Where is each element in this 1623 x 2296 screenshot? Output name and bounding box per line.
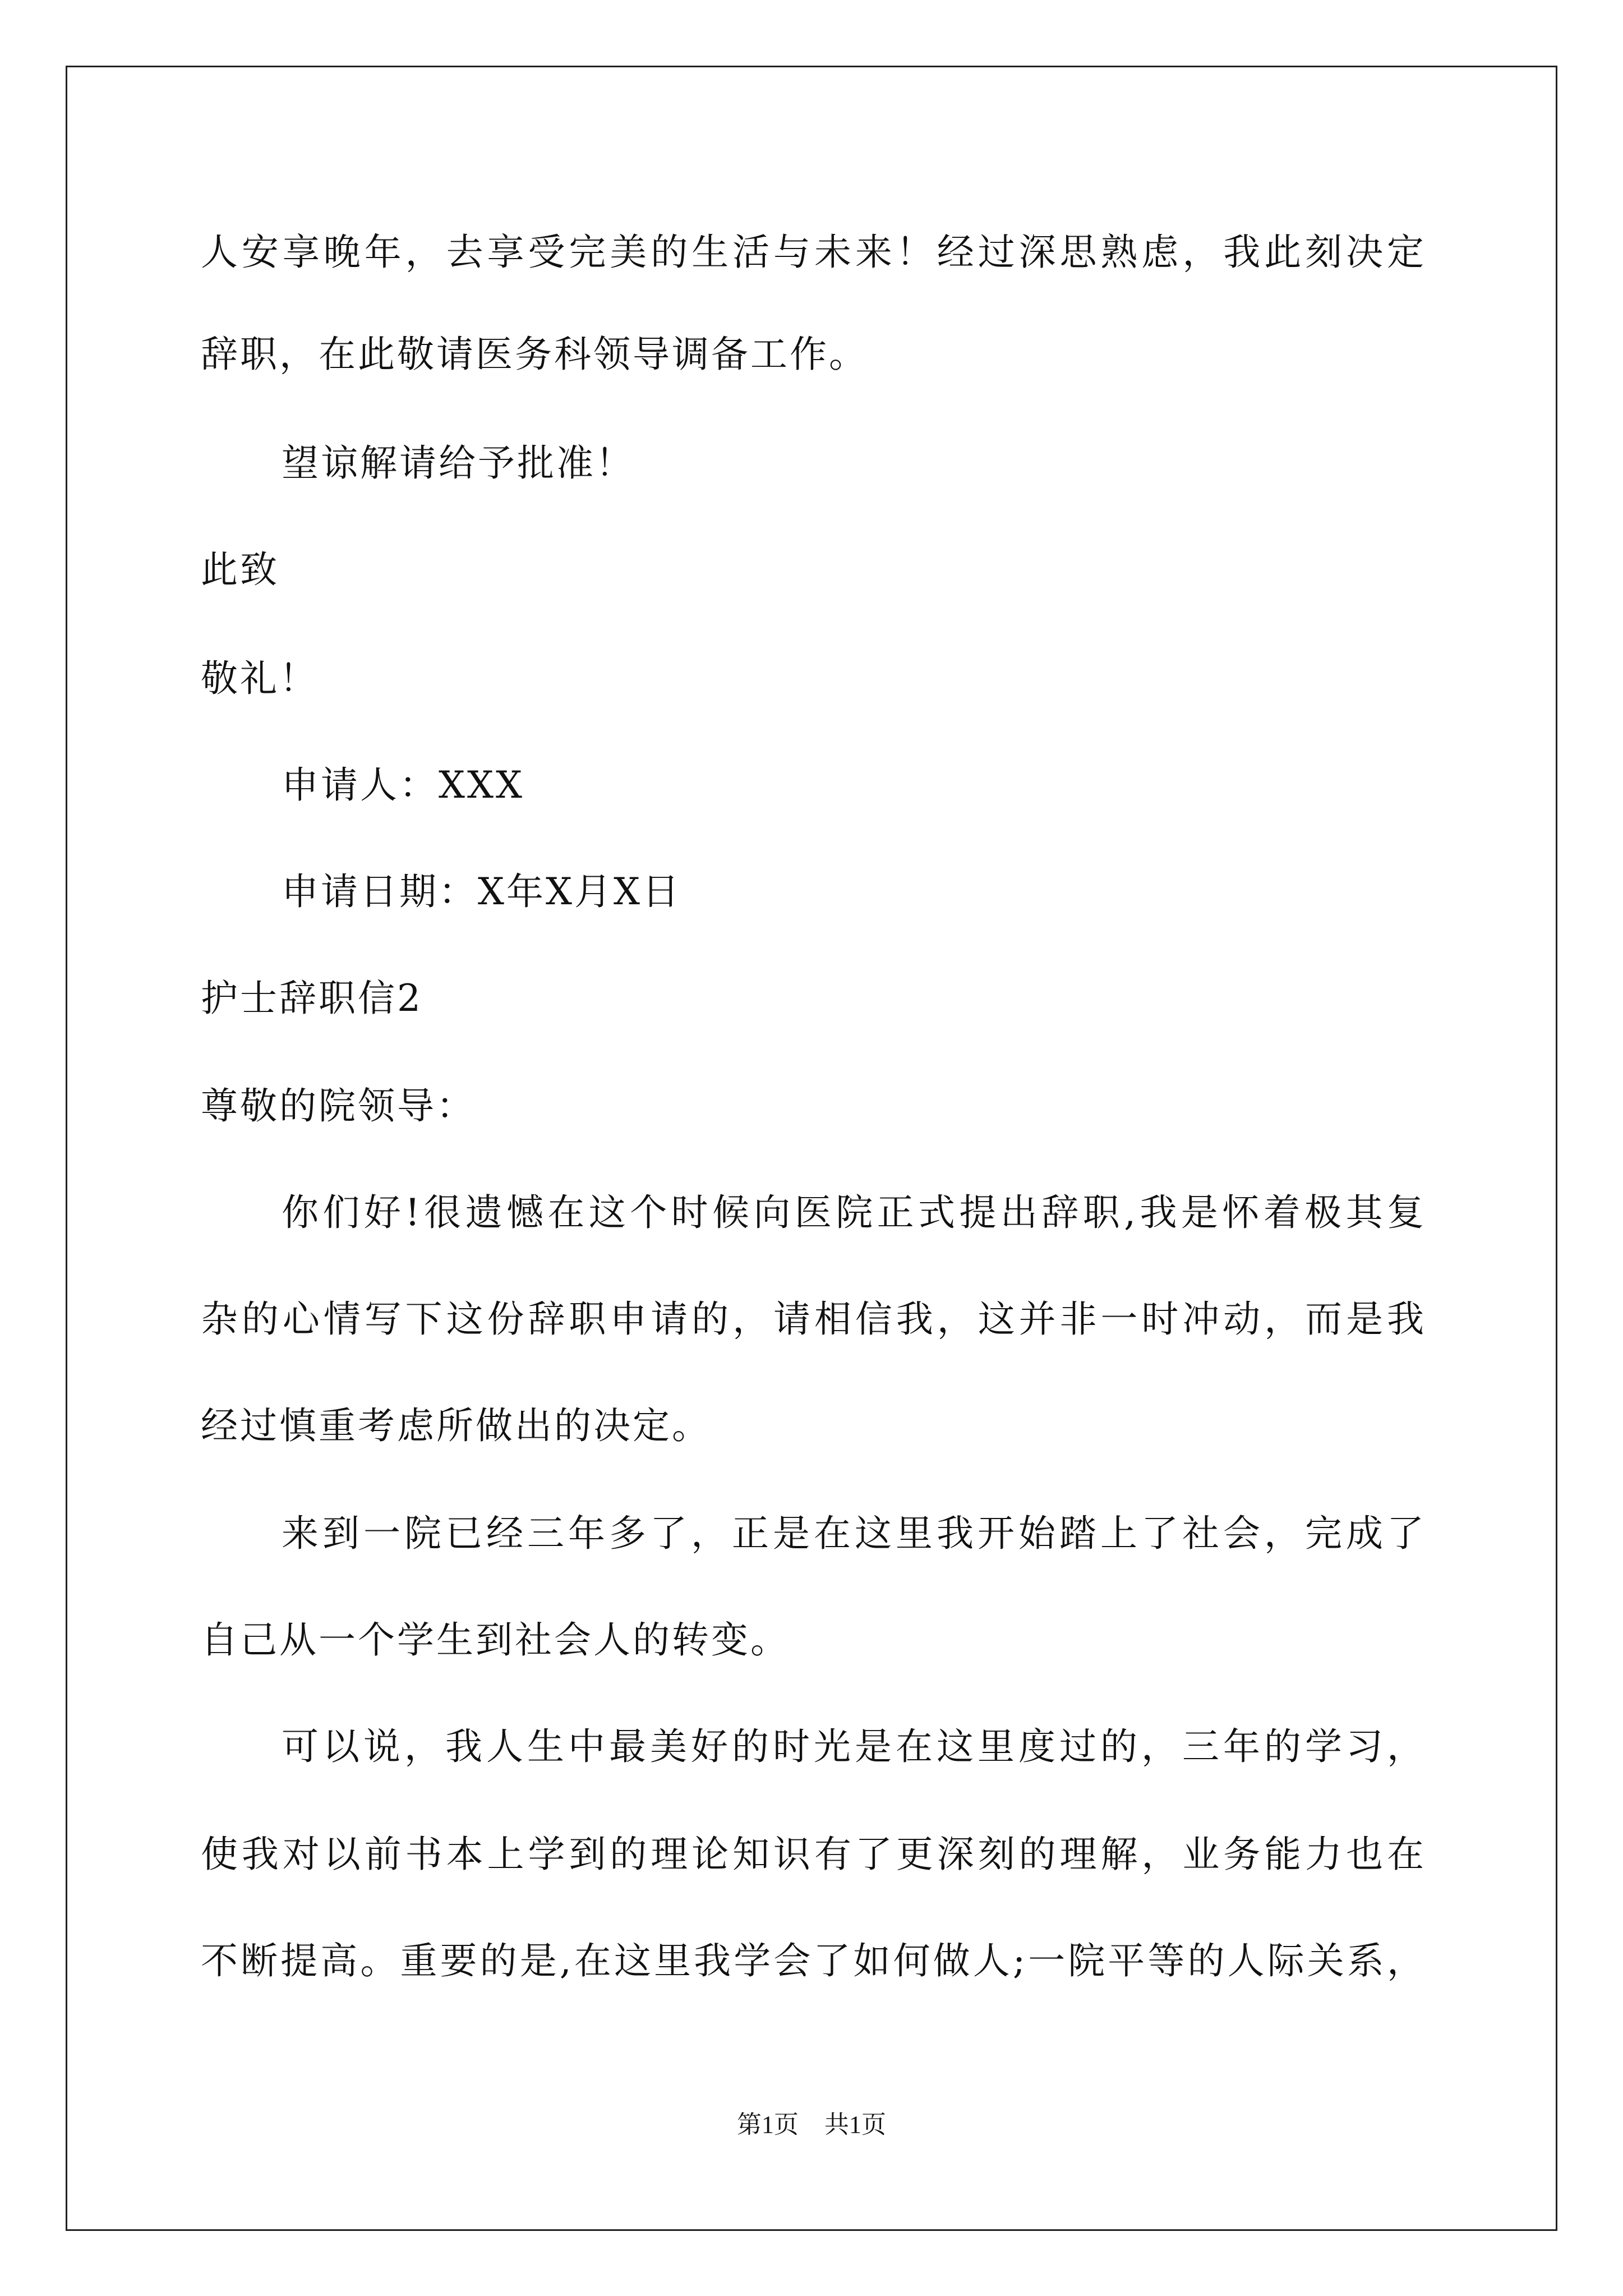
- closing-regards: 敬礼！: [201, 657, 319, 700]
- paragraph-line: 来到一院已经三年多了，正是在这里我开始踏上了社会，完成了: [282, 1512, 1426, 1555]
- application-date: 申请日期：X年X月X日: [282, 870, 681, 913]
- page-border: [66, 66, 1557, 2231]
- greeting: 尊敬的院领导：: [201, 1084, 476, 1128]
- total-pages: 共1页: [824, 2111, 886, 2138]
- page-number: 第1页: [737, 2111, 799, 2138]
- paragraph-line: 自己从一个学生到社会人的转变。: [201, 1618, 790, 1662]
- page-footer: [0, 2109, 1623, 2141]
- paragraph-line: 不断提高。重要的是,在这里我学会了如何做人;一院平等的人际关系，: [201, 1939, 1426, 1982]
- applicant-name: 申请人：XXX: [282, 763, 524, 807]
- paragraph-line: 望谅解请给予批准！: [282, 441, 635, 485]
- closing-salutation: 此致: [201, 548, 279, 591]
- section-title: 护士辞职信2: [201, 977, 423, 1020]
- paragraph-line: 人安享晚年，去享受完美的生活与未来！经过深思熟虑，我此刻决定: [201, 231, 1426, 274]
- paragraph-line: 杂的心情写下这份辞职申请的，请相信我，这并非一时冲动，而是我: [201, 1297, 1426, 1341]
- paragraph-line: 你们好!很遗憾在这个时候向医院正式提出辞职,我是怀着极其复: [282, 1191, 1426, 1234]
- paragraph-line: 辞职，在此敬请医务科领导调备工作。: [201, 333, 868, 376]
- paragraph-line: 可以说，我人生中最美好的时光是在这里度过的，三年的学习，: [282, 1725, 1426, 1768]
- paragraph-line: 经过慎重考虑所做出的决定。: [201, 1404, 711, 1447]
- paragraph-line: 使我对以前书本上学到的理论知识有了更深刻的理解，业务能力也在: [201, 1833, 1426, 1876]
